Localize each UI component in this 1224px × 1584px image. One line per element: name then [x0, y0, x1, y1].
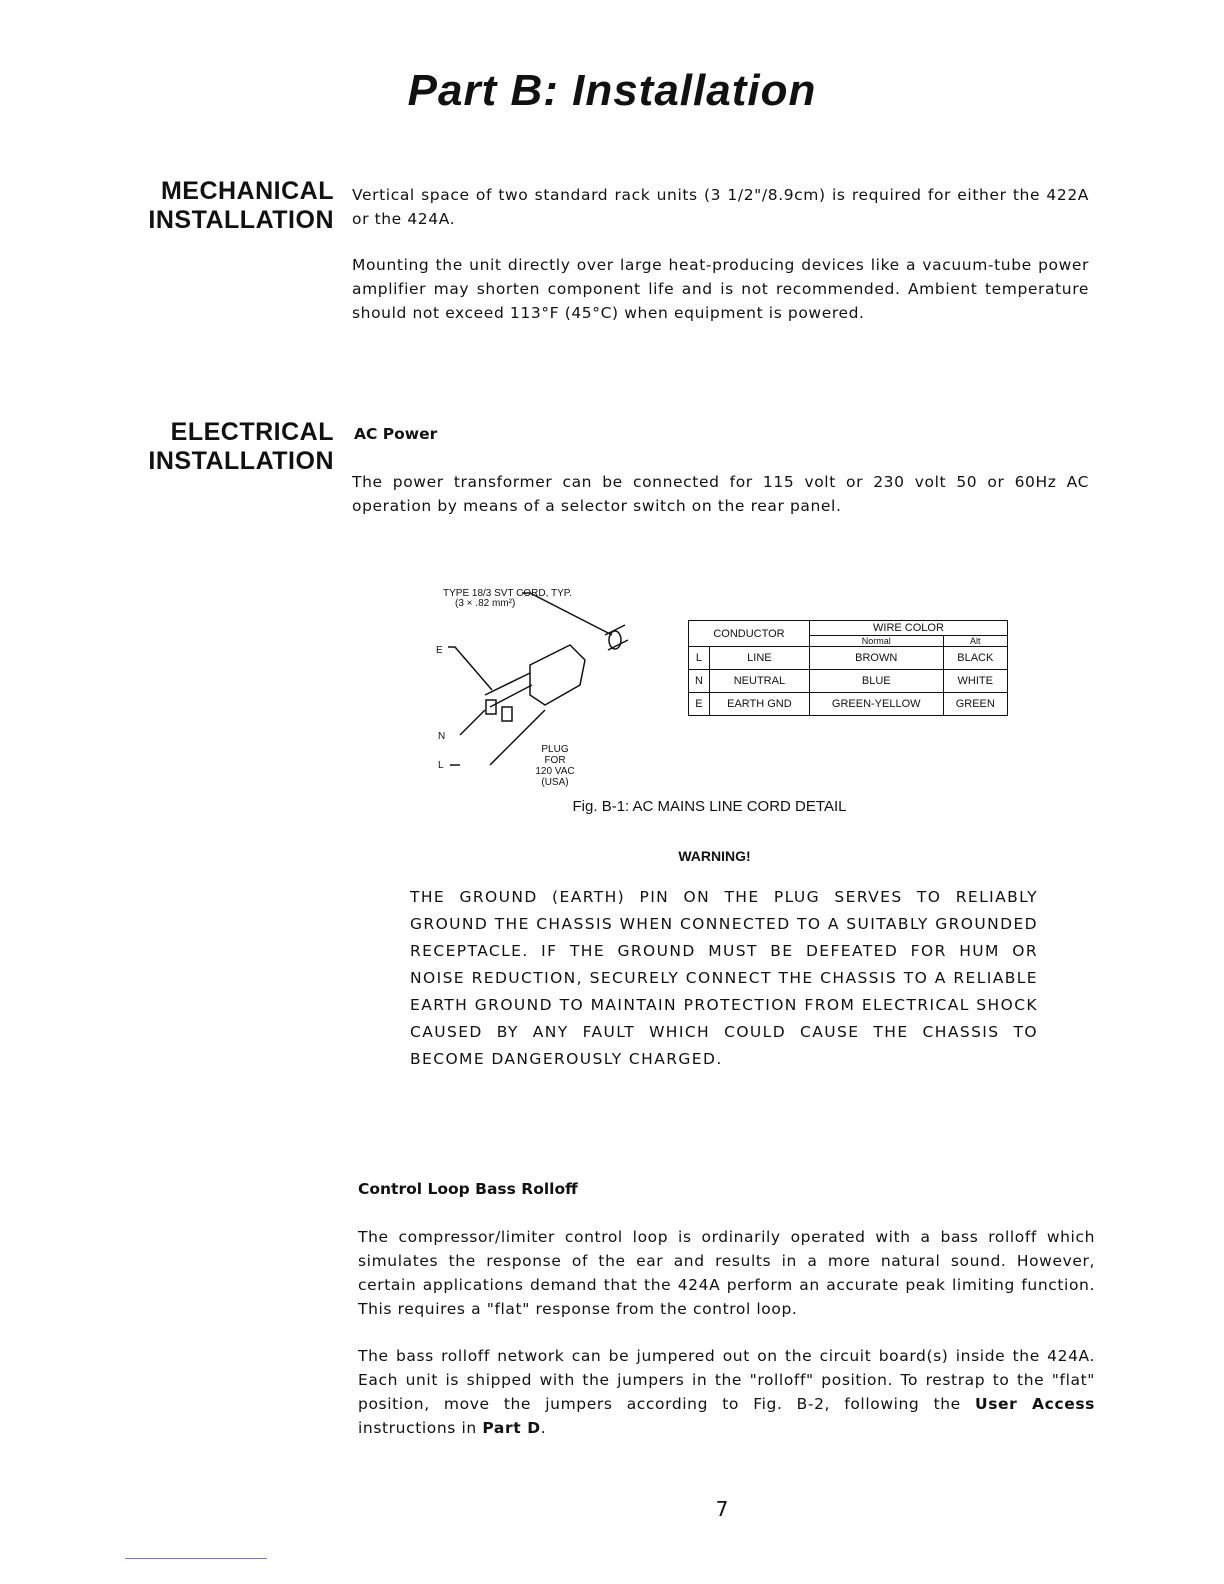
label-e: E [436, 645, 443, 656]
cord-label: TYPE 18/3 SVT CORD, TYP. [443, 588, 572, 599]
heading-line: MECHANICAL [160, 177, 334, 205]
page-title: Part B: Installation [407, 66, 817, 115]
cord-label: (3 × .82 mm²) [455, 598, 516, 609]
table-row: N NEUTRAL BLUE WHITE [689, 670, 1008, 693]
table-row: L LINE BROWN BLACK [689, 647, 1008, 670]
footer-rule [125, 1558, 267, 1559]
header-conductor: CONDUCTOR [689, 621, 810, 647]
bass-rolloff-subheading: Control Loop Bass Rolloff [358, 1180, 578, 1198]
electrical-installation-heading [148, 418, 334, 476]
heading-line: INSTALLATION [148, 206, 334, 234]
ac-power-subheading: AC Power [354, 425, 438, 443]
part-d-ref: Part D [482, 1419, 541, 1437]
header-wire-color: WIRE COLOR [809, 621, 1007, 636]
table-row: E EARTH GND GREEN-YELLOW GREEN [689, 693, 1008, 716]
warning-title: WARNING! [678, 848, 751, 864]
plug-label: PLUG FOR 120 VAC (USA) [535, 744, 575, 788]
mechanical-installation-heading [148, 177, 334, 235]
rolloff-paragraph-1: The compressor/limiter control loop is ordinarily operated with a bass rolloff which simulates the response of the ear and results in a more natural sound. However, certain applications demand that the 424A perform an accurate peak limiting function. This requires a "flat" response from the control loop. [358, 1228, 1095, 1318]
warning-text: THE GROUND (EARTH) PIN ON THE PLUG SERVES TO RELIABLY GROUND THE CHASSIS WHEN CONNECTED TO A SUITABLY GROUNDED RECEPTACLE. IF THE GROUND MUST BE DEFEATED FOR HUM OR NOISE REDUCTION, SECURELY CONNECT THE CHASSIS TO A RELIABLE EARTH GROUND TO MAINTAIN PROTECTION FROM ELECTRICAL SHOCK CAUSED BY ANY FAULT WHICH COULD CAUSE THE CHASSIS TO BECOME DANGEROUSLY CHARGED. [410, 888, 1038, 1068]
heading-line: ELECTRICAL [170, 418, 334, 446]
mechanical-paragraph-2: Mounting the unit directly over large heat-producing devices like a vacuum-tube power amplifier may shorten component life and is not recommended. Ambient temperature should not exceed 113°F (45°C) when equipment is powered. [352, 256, 1089, 322]
plug-illustration [430, 585, 630, 788]
plug-drawing [430, 585, 630, 785]
figure-caption: Fig. B-1: AC MAINS LINE CORD DETAIL [572, 798, 847, 815]
header-normal: Normal [809, 636, 943, 647]
heading-line: INSTALLATION [148, 447, 334, 475]
page-number: 7 [715, 1497, 729, 1521]
wire-color-table [688, 620, 1008, 716]
electrical-paragraph-1: The power transformer can be connected for 115 volt or 230 volt 50 or 60Hz AC operation by means of a selector switch on the rear panel. [352, 473, 1089, 515]
mechanical-paragraph-1: Vertical space of two standard rack units (3 1/2"/8.9cm) is required for either the 422A or the 424A. [352, 186, 1089, 228]
label-n: N [438, 731, 446, 742]
label-l: L [438, 760, 444, 771]
header-alt: Alt [943, 636, 1007, 647]
rolloff-paragraph-2: The bass rolloff network can be jumpered out on the circuit board(s) inside the 424A. Each unit is shipped with the jumpers in the "rolloff" position. To restrap to the "flat" position, move the jumpers according to Fig. B-2, following the User Access instructions in Part D. [358, 1347, 1095, 1437]
user-access-ref: User Access [975, 1395, 1095, 1413]
